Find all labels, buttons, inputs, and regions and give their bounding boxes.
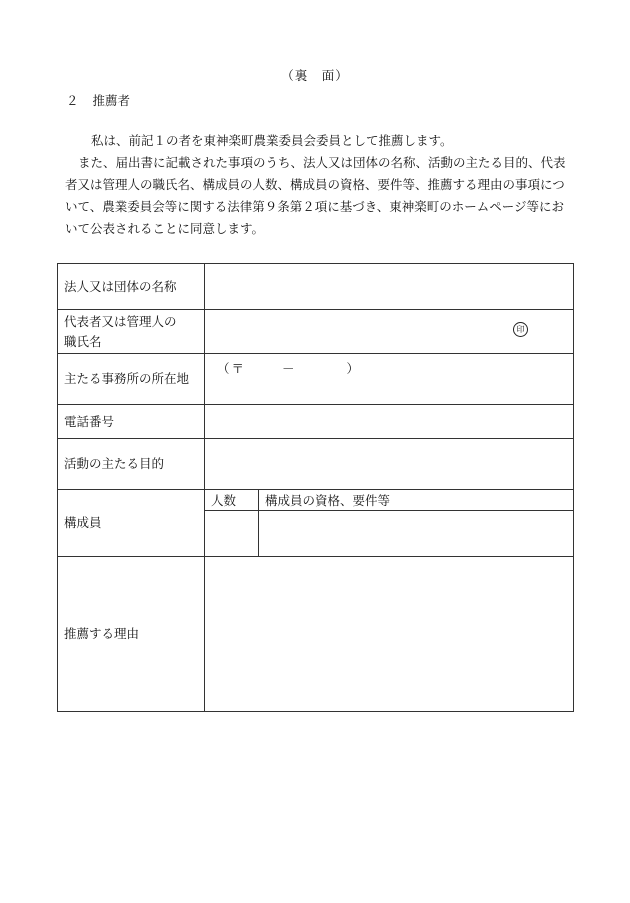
postal-code-line (217, 359, 359, 377)
org-name-field[interactable] (205, 264, 574, 310)
representative-label (58, 310, 205, 354)
section-number: ２ (66, 93, 79, 108)
members-label: 構成員 (58, 490, 205, 557)
representative-label-line2: 職氏名 (64, 333, 102, 349)
row-office-address (58, 354, 574, 405)
consent-paragraph-2: また、届出書に記載された事項のうち、法人又は団体の名称、活動の主たる目的、代表者又は管理人の職氏名、構成員の人数、構成員の資格、要件等、推薦する理由の事項について、農業委員会等に関する法律第９条第２項に基づき、東神楽町のホームページ等において公表されることに同意します。 (65, 155, 566, 236)
row-phone (58, 405, 574, 439)
postal-dash: － (282, 361, 295, 376)
office-address-label: 主たる事務所の所在地 (58, 354, 205, 405)
representative-label-line1: 代表者又は管理人の (64, 313, 177, 329)
purpose-label: 活動の主たる目的 (58, 439, 205, 490)
recommender-form-table (57, 263, 574, 712)
phone-label: 電話番号 (58, 405, 205, 439)
members-qualification-header: 構成員の資格、要件等 (259, 490, 574, 511)
consent-text (65, 130, 574, 240)
reason-field[interactable] (205, 557, 574, 712)
consent-paragraph-1: 私は、前記１の者を東神楽町農業委員会委員として推薦します。 (91, 133, 453, 148)
row-org-name (58, 264, 574, 310)
row-reason (58, 557, 574, 712)
members-qualification-field[interactable] (259, 511, 574, 557)
office-address-field[interactable] (205, 354, 574, 405)
postal-mark-icon: 〒 (231, 361, 245, 376)
members-count-field[interactable] (205, 511, 259, 557)
row-purpose (58, 439, 574, 490)
postal-open-paren: （ (217, 361, 230, 376)
phone-field[interactable] (205, 405, 574, 439)
seal-mark-icon: 印 (513, 322, 528, 337)
postal-close-paren: ） (346, 361, 360, 376)
row-members-header (58, 490, 574, 511)
section-title (66, 91, 130, 109)
reason-label: 推薦する理由 (58, 557, 205, 712)
representative-field[interactable] (205, 310, 574, 354)
members-count-header: 人数 (205, 490, 259, 511)
row-representative (58, 310, 574, 354)
section-title-text: 推薦者 (92, 93, 131, 108)
page-side-label: （裏 面） (281, 68, 349, 83)
purpose-field[interactable] (205, 439, 574, 490)
org-name-label: 法人又は団体の名称 (58, 264, 205, 310)
